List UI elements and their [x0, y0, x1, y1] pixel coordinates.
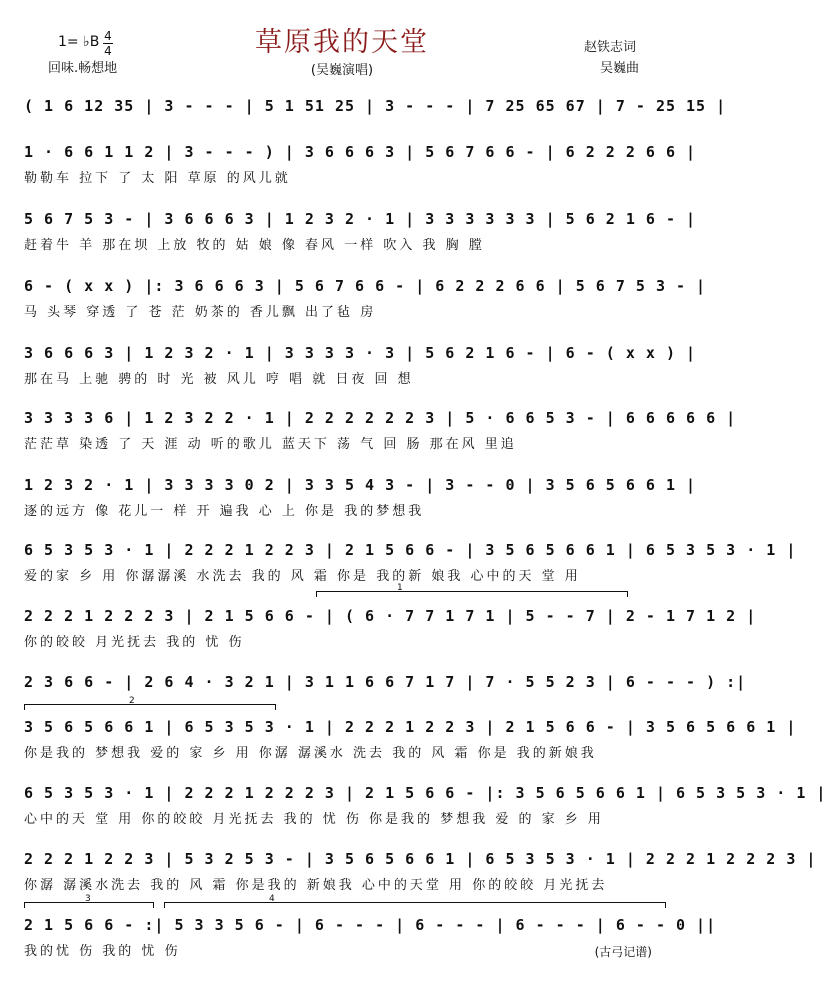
time-signature-top: 4 [104, 29, 112, 43]
time-signature [103, 30, 113, 57]
lyrics-line: 你潺 潺溪水洗去 我的 风 霜 你是我的 新娘我 心中的天堂 用 你的皎皎 月光抚去 [24, 878, 608, 893]
volta-bracket-1 [316, 583, 628, 597]
volta-label: 1 [397, 583, 403, 593]
notation-line: 6 5 3 5 3 · 1 | 2 2 2 1 2 2 2 3 | 2 1 5 6 6 - |: 3 5 6 5 6 6 1 | 6 5 3 5 3 · 1 | [24, 784, 826, 802]
lyrics-line: 我的忧 伤 我的 忧 伤 [24, 944, 181, 959]
lyrics-line: 你的皎皎 月光抚去 我的 忧 伤 [24, 635, 245, 650]
expression-marking: 回味.畅想地 [48, 61, 118, 76]
lyricist-credit: 赵铁志词 [584, 40, 637, 55]
lyrics-line: 爱的家 乡 用 你潺潺溪 水洗去 我的 风 霜 你是 我的新 娘我 心中的天 堂 用 [24, 569, 581, 584]
volta-bracket-2 [24, 696, 276, 710]
volta-label: 2 [129, 696, 135, 706]
composer-credit: 吴巍曲 [600, 61, 640, 76]
notation-line: 2 2 2 1 2 2 2 3 | 2 1 5 6 6 - | ( 6 · 7 7 1 7 1 | 5 - - 7 | 2 - 1 7 1 2 | [24, 607, 757, 625]
notation-line: 2 2 2 1 2 2 3 | 5 3 2 5 3 - | 3 5 6 5 6 6 1 | 6 5 3 5 3 · 1 | 2 2 2 1 2 2 2 3 | [24, 850, 817, 868]
lyrics-line: 心中的天 堂 用 你的皎皎 月光抚去 我的 忧 伤 你是我的 梦想我 爱 的 家 乡 用 [24, 812, 604, 827]
lyrics-line: 你是我的 梦想我 爱的 家 乡 用 你潺 潺溪水 洗去 我的 风 霜 你是 我的新娘我 [24, 746, 597, 761]
volta-bracket-4 [164, 894, 666, 908]
performer-subtitle: (吴巍演唱) [310, 63, 374, 78]
notation-line: 3 5 6 5 6 6 1 | 6 5 3 5 3 · 1 | 2 2 2 1 2 2 3 | 2 1 5 6 6 - | 3 5 6 5 6 6 1 | [24, 718, 797, 736]
notation-line: ( 1 6 12 35 | 3 - - - | 5 1 51 25 | 3 - - - | 7 25 65 67 | 7 - 25 15 | [24, 97, 727, 115]
volta-label: 3 [85, 894, 91, 904]
notation-line: 2 3 6 6 - | 2 6 4 · 3 2 1 | 3 1 1 6 6 7 1 7 | 7 · 5 5 2 3 | 6 - - - ) :| [24, 673, 747, 691]
lyrics-line: 那在马 上驰 骋的 时 光 被 风儿 哼 唱 就 日夜 回 想 [24, 372, 414, 387]
notation-line: 1 · 6 6 1 1 2 | 3 - - - ) | 3 6 6 6 3 | 5 6 7 6 6 - | 6 2 2 2 6 6 | [24, 143, 697, 161]
lyrics-line: 茫茫草 染透 了 天 涯 动 听的歌儿 蓝天下 荡 气 回 肠 那在风 里追 [24, 437, 517, 452]
volta-label: 4 [269, 894, 275, 904]
notation-line: 3 3 3 3 6 | 1 2 3 2 2 · 1 | 2 2 2 2 2 2 3 | 5 · 6 6 5 3 - | 6 6 6 6 6 | [24, 409, 737, 427]
volta-bracket-3 [24, 894, 154, 908]
notation-line: 6 - ( x x ) |: 3 6 6 6 3 | 5 6 7 6 6 - | 6 2 2 2 6 6 | 5 6 7 5 3 - | [24, 277, 707, 295]
notation-line: 1 2 3 2 · 1 | 3 3 3 3 0 2 | 3 3 5 4 3 - | 3 - - 0 | 3 5 6 5 6 6 1 | [24, 476, 697, 494]
notation-line: 3 6 6 6 3 | 1 2 3 2 · 1 | 3 3 3 3 · 3 | 5 6 2 1 6 - | 6 - ( x x ) | [24, 344, 697, 362]
notation-line: 2 1 5 6 6 - :| 5 3 3 5 6 - | 6 - - - | 6 - - - | 6 - - - | 6 - - 0 || [24, 916, 717, 934]
transcriber-credit: (古弓记谱) [594, 945, 652, 959]
notation-line: 6 5 3 5 3 · 1 | 2 2 2 1 2 2 3 | 2 1 5 6 6 - | 3 5 6 5 6 6 1 | 6 5 3 5 3 · 1 | [24, 541, 797, 559]
lyrics-line: 马 头琴 穿透 了 苍 茫 奶茶的 香儿飘 出了毡 房 [24, 305, 377, 320]
notation-line: 5 6 7 5 3 - | 3 6 6 6 3 | 1 2 3 2 · 1 | 3 3 3 3 3 3 | 5 6 2 1 6 - | [24, 210, 697, 228]
song-title: 草原我的天堂 [255, 27, 429, 58]
time-signature-bottom: 4 [104, 44, 112, 58]
key-signature: 1= ♭B [58, 34, 100, 50]
lyrics-line: 勒勒车 拉下 了 太 阳 草原 的风儿就 [24, 171, 291, 186]
lyrics-line: 赶着牛 羊 那在坝 上放 牧的 姑 娘 像 春风 一样 吹入 我 胸 膛 [24, 238, 485, 253]
lyrics-line: 逐的远方 像 花儿一 样 开 遍我 心 上 你是 我的梦想我 [24, 504, 425, 519]
